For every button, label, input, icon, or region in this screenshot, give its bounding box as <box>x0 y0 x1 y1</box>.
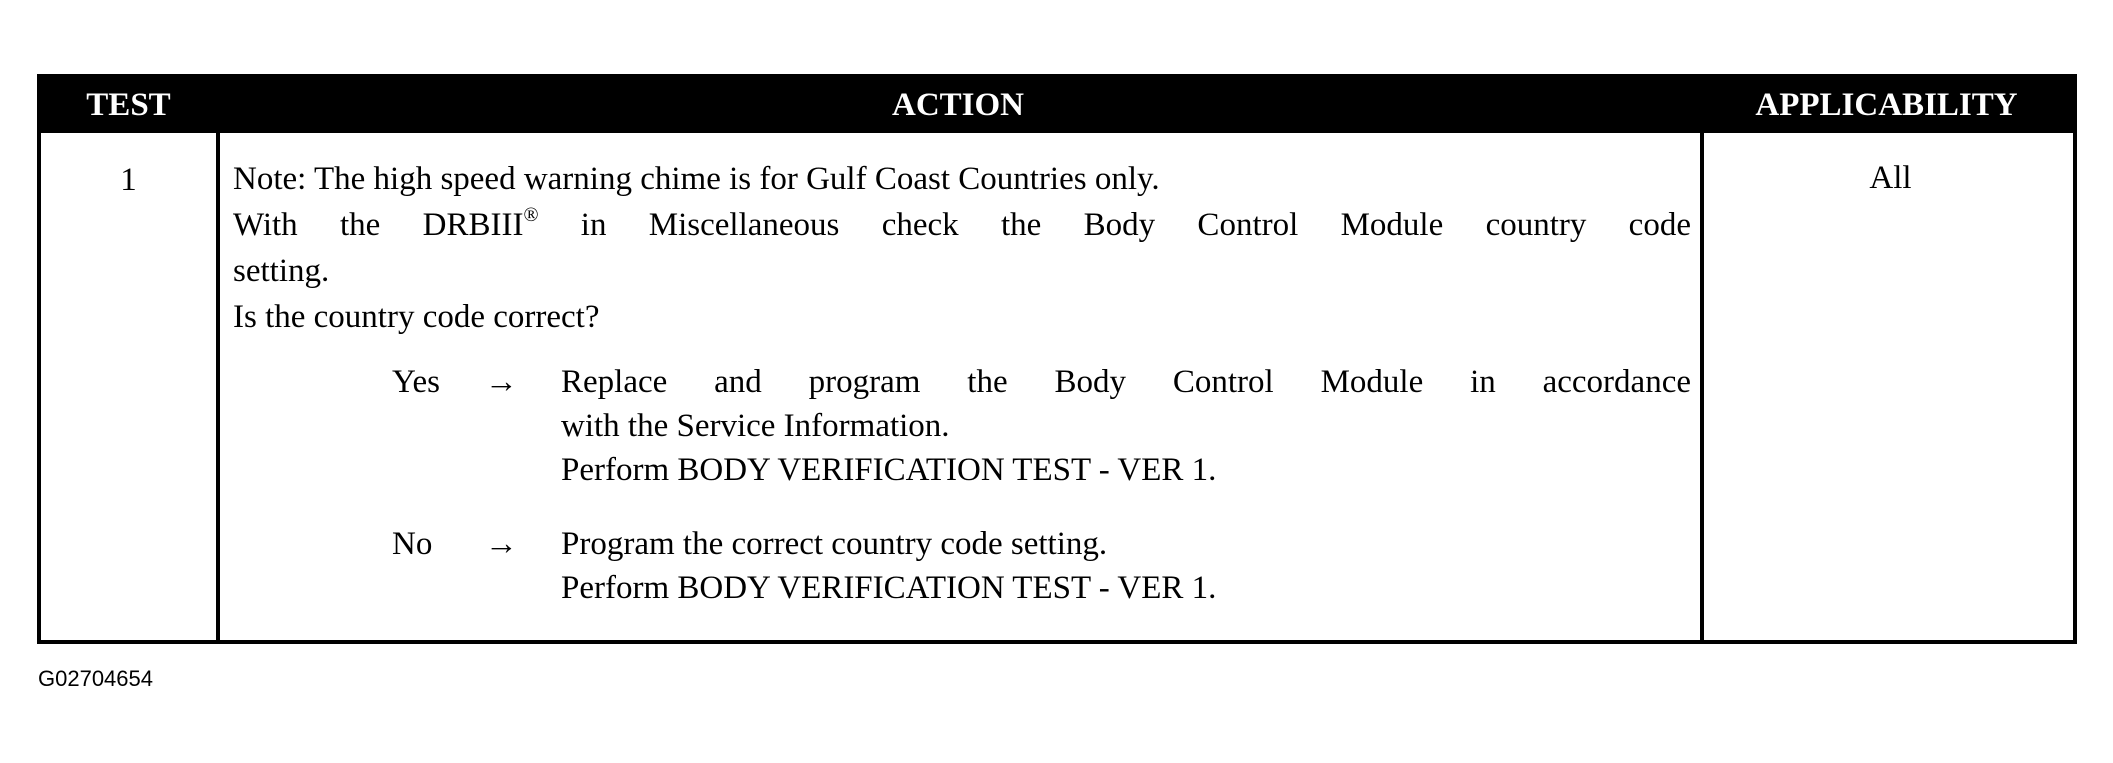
answer-yes-line-1: Replace and program the Body Control Module in accordance <box>561 364 1691 400</box>
action-instruction-prefix: With the DRBIII <box>233 207 524 243</box>
applicability-value: All <box>1869 160 1912 196</box>
registered-mark: ® <box>523 204 539 227</box>
header-applicability: APPLICABILITY <box>1755 87 2018 123</box>
header-test: TEST <box>86 87 171 123</box>
action-instruction-continued: setting. <box>233 253 330 289</box>
action-instruction <box>233 202 1691 248</box>
answer-no-line-2: Perform BODY VERIFICATION TEST - VER 1. <box>561 570 1217 606</box>
answer-no-label: No <box>392 526 433 562</box>
table-header-row <box>41 78 2073 133</box>
arrow-icon: → <box>485 364 518 400</box>
arrow-icon: → <box>485 526 518 562</box>
action-note: Note: The high speed warning chime is for Gulf Coast Countries only. <box>233 161 1160 197</box>
action-question: Is the country code correct? <box>233 299 600 335</box>
header-action: ACTION <box>891 87 1025 123</box>
column-divider-action-applicability <box>1700 133 1704 640</box>
answer-no-line-1: Program the correct country code setting. <box>561 526 1108 562</box>
answer-yes-label: Yes <box>392 364 441 400</box>
action-cell <box>233 156 1691 340</box>
diagnostic-test-table <box>37 74 2077 644</box>
test-number: 1 <box>120 162 137 198</box>
action-instruction-suffix: in Miscellaneous check the Body Control Module country code <box>538 207 1691 243</box>
answer-yes-line-2: with the Service Information. <box>561 408 950 444</box>
figure-id: G02704654 <box>38 666 153 691</box>
answer-yes-line-3: Perform BODY VERIFICATION TEST - VER 1. <box>561 452 1217 488</box>
column-divider-test-action <box>216 133 220 640</box>
